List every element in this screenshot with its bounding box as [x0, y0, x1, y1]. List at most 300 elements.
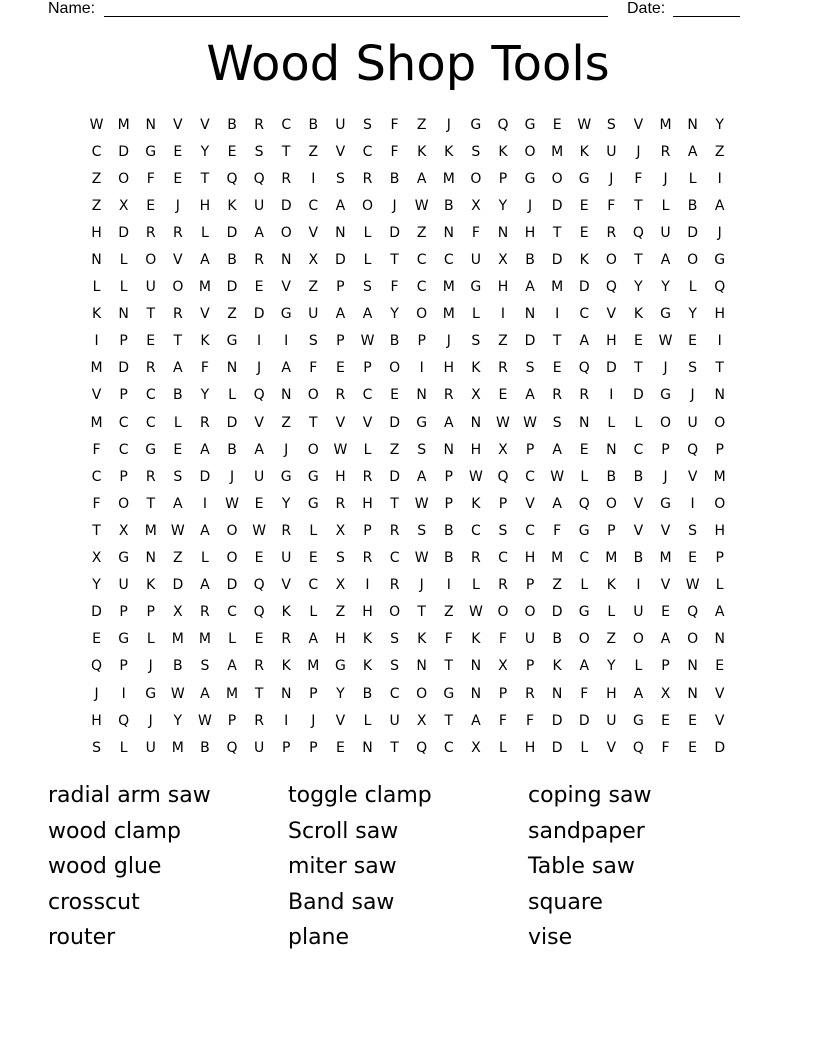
- grid-letter: O: [226, 522, 238, 539]
- grid-letter: K: [471, 631, 481, 648]
- grid-letter: Z: [91, 170, 102, 187]
- grid-letter: L: [688, 170, 697, 187]
- grid-letter: E: [146, 333, 156, 350]
- grid-letter: Y: [498, 197, 508, 214]
- grid-letter: C: [145, 387, 156, 404]
- grid-letter: G: [578, 522, 590, 539]
- grid-letter: P: [119, 387, 128, 404]
- name-line[interactable]: [104, 16, 608, 17]
- puzzle-title: Wood Shop Tools: [206, 36, 610, 92]
- grid-letter: B: [389, 333, 400, 350]
- grid-letter: E: [633, 333, 643, 350]
- grid-letter: R: [498, 577, 508, 594]
- grid-letter: S: [254, 143, 264, 160]
- grid-letter: D: [226, 414, 238, 431]
- grid-letter: E: [688, 550, 698, 567]
- grid-letter: C: [416, 252, 427, 269]
- grid-letter: F: [607, 197, 616, 214]
- grid-letter: Y: [200, 387, 210, 404]
- grid-letter: B: [525, 252, 535, 269]
- grid-letter: P: [444, 468, 453, 485]
- grid-letter: L: [119, 252, 128, 269]
- grid-letter: U: [253, 468, 265, 485]
- word-list-item: vise: [528, 925, 573, 951]
- grid-letter: L: [688, 279, 697, 296]
- word-list-item: plane: [288, 925, 350, 951]
- grid-letter: W: [550, 468, 565, 485]
- grid-letter: M: [442, 306, 455, 323]
- grid-letter: E: [579, 224, 589, 241]
- grid-letter: A: [335, 197, 346, 214]
- grid-letter: I: [636, 577, 641, 594]
- grid-letter: I: [202, 495, 207, 512]
- grid-letter: P: [119, 604, 128, 621]
- grid-letter: A: [200, 577, 210, 594]
- grid-letter: I: [717, 170, 722, 187]
- grid-letter: Q: [632, 224, 644, 241]
- grid-letter: V: [335, 143, 346, 160]
- grid-letter: B: [443, 522, 454, 539]
- grid-letter: E: [92, 631, 101, 648]
- grid-letter: H: [199, 197, 211, 214]
- grid-letter: E: [308, 550, 318, 567]
- word-list-item: toggle clamp: [288, 783, 432, 809]
- grid-letter: M: [659, 550, 672, 567]
- grid-letter: P: [661, 441, 670, 458]
- grid-letter: S: [363, 116, 372, 133]
- grid-letter: F: [553, 522, 562, 539]
- grid-letter: F: [471, 224, 480, 241]
- grid-letter: M: [307, 658, 320, 675]
- grid-letter: R: [552, 387, 562, 404]
- grid-letter: W: [523, 414, 537, 431]
- date-label: Date:: [627, 0, 666, 17]
- grid-letter: K: [281, 604, 291, 621]
- name-label: Name:: [48, 0, 96, 17]
- grid-letter: T: [390, 739, 399, 756]
- grid-letter: P: [525, 577, 535, 594]
- grid-letter: K: [579, 143, 589, 160]
- grid-letter: P: [146, 604, 155, 621]
- grid-letter: V: [633, 495, 644, 512]
- grid-letter: U: [660, 224, 671, 241]
- grid-letter: K: [579, 252, 589, 269]
- date-line[interactable]: [673, 16, 740, 17]
- grid-letter: M: [551, 550, 564, 567]
- grid-letter: K: [498, 143, 508, 160]
- grid-letter: Y: [661, 279, 670, 296]
- grid-letter: P: [498, 170, 508, 187]
- grid-letter: A: [525, 387, 535, 404]
- grid-letter: N: [416, 387, 427, 404]
- grid-letter: N: [280, 252, 292, 269]
- grid-letter: G: [416, 414, 428, 431]
- grid-letter: T: [634, 197, 643, 214]
- grid-letter: I: [500, 306, 506, 323]
- grid-letter: N: [443, 224, 454, 241]
- grid-letter: V: [308, 224, 319, 241]
- grid-letter: Q: [253, 387, 265, 404]
- grid-letter: S: [335, 550, 345, 567]
- grid-letter: P: [119, 468, 128, 485]
- grid-letter: A: [660, 252, 671, 269]
- grid-letter: K: [471, 495, 481, 512]
- grid-letter: W: [170, 522, 185, 539]
- grid-letter: O: [145, 252, 157, 269]
- grid-letter: V: [200, 116, 210, 133]
- grid-letter: F: [661, 739, 670, 756]
- grid-letter: A: [416, 170, 427, 187]
- grid-letter: D: [633, 387, 644, 404]
- grid-letter: N: [687, 685, 698, 702]
- grid-letter: M: [442, 170, 455, 187]
- grid-letter: O: [226, 550, 238, 567]
- grid-letter: O: [361, 197, 373, 214]
- grid-letter: N: [687, 116, 698, 133]
- grid-letter: G: [524, 116, 536, 133]
- grid-letter: X: [173, 604, 183, 621]
- grid-letter: S: [308, 333, 318, 350]
- grid-letter: M: [144, 522, 157, 539]
- grid-letter: U: [606, 143, 617, 160]
- grid-letter: B: [443, 197, 454, 214]
- grid-letter: O: [118, 495, 130, 512]
- grid-letter: A: [687, 143, 698, 160]
- grid-letter: G: [226, 333, 238, 350]
- grid-letter: D: [118, 360, 130, 377]
- grid-letter: J: [717, 224, 722, 241]
- grid-letter: H: [335, 631, 346, 648]
- grid-letter: Q: [687, 441, 699, 458]
- grid-letter: P: [119, 658, 128, 675]
- grid-letter: X: [308, 252, 319, 269]
- grid-letter: A: [471, 712, 481, 729]
- grid-letter: H: [524, 739, 536, 756]
- grid-letter: C: [91, 143, 102, 160]
- grid-letter: V: [91, 387, 102, 404]
- grid-letter: C: [281, 116, 292, 133]
- grid-letter: D: [551, 712, 563, 729]
- grid-letter: T: [552, 224, 562, 241]
- grid-letter: S: [173, 468, 183, 485]
- grid-letter: H: [524, 224, 536, 241]
- grid-letter: Q: [91, 658, 103, 675]
- grid-letter: O: [632, 631, 644, 648]
- grid-letter: W: [225, 495, 239, 512]
- grid-letter: A: [227, 658, 237, 675]
- grid-letter: F: [390, 143, 399, 160]
- grid-letter: J: [175, 197, 180, 214]
- grid-letter: Q: [605, 279, 617, 296]
- grid-letter: O: [280, 224, 292, 241]
- grid-letter: P: [281, 739, 291, 756]
- grid-letter: X: [498, 658, 508, 675]
- grid-letter: F: [200, 360, 209, 377]
- grid-letter: G: [118, 550, 130, 567]
- grid-letter: O: [605, 252, 617, 269]
- grid-letter: Y: [390, 306, 399, 323]
- grid-letter: R: [443, 387, 454, 404]
- grid-letter: F: [526, 712, 535, 729]
- grid-letter: U: [335, 116, 346, 133]
- grid-letter: R: [254, 712, 264, 729]
- grid-letter: O: [416, 685, 428, 702]
- grid-letter: S: [525, 360, 535, 377]
- grid-letter: G: [145, 685, 157, 702]
- grid-letter: U: [687, 414, 698, 431]
- grid-letter: I: [311, 170, 316, 187]
- grid-letter: X: [416, 712, 427, 729]
- grid-letter: M: [442, 279, 455, 296]
- grid-letter: Z: [416, 224, 427, 241]
- grid-letter: R: [254, 658, 264, 675]
- word-list-item: Table saw: [528, 854, 635, 880]
- grid-letter: R: [254, 252, 264, 269]
- grid-letter: I: [690, 495, 695, 512]
- grid-letter: L: [119, 739, 128, 756]
- grid-letter: N: [226, 360, 238, 377]
- grid-letter: H: [443, 360, 455, 377]
- grid-letter: Q: [632, 739, 644, 756]
- grid-letter: N: [606, 441, 617, 458]
- grid-letter: P: [309, 685, 318, 702]
- grid-letter: B: [173, 658, 183, 675]
- grid-letter: R: [389, 577, 400, 594]
- grid-letter: C: [362, 387, 373, 404]
- grid-letter: I: [555, 306, 560, 323]
- grid-letter: J: [229, 468, 235, 485]
- word-list-item: Scroll saw: [288, 818, 399, 844]
- grid-letter: Q: [226, 170, 238, 187]
- grid-letter: L: [228, 387, 236, 404]
- grid-letter: G: [470, 279, 482, 296]
- grid-letter: E: [688, 739, 698, 756]
- grid-letter: N: [145, 550, 156, 567]
- grid-letter: S: [688, 360, 698, 377]
- grid-letter: T: [281, 143, 291, 160]
- grid-letter: A: [254, 441, 264, 458]
- word-list-item: radial arm saw: [48, 783, 211, 809]
- grid-letter: N: [362, 739, 373, 756]
- grid-letter: H: [714, 306, 725, 323]
- grid-letter: F: [498, 631, 507, 648]
- grid-letter: F: [498, 712, 507, 729]
- grid-letter: C: [470, 522, 481, 539]
- grid-letter: X: [471, 197, 481, 214]
- grid-letter: D: [226, 577, 238, 594]
- grid-letter: Y: [173, 712, 183, 729]
- grid-letter: A: [443, 414, 454, 431]
- grid-letter: C: [118, 414, 129, 431]
- grid-letter: A: [714, 197, 725, 214]
- grid-letter: L: [607, 414, 616, 431]
- grid-letter: A: [173, 360, 183, 377]
- grid-letter: R: [281, 170, 292, 187]
- grid-letter: C: [91, 468, 102, 485]
- grid-letter: K: [633, 306, 644, 323]
- grid-letter: H: [335, 468, 346, 485]
- grid-letter: O: [687, 252, 699, 269]
- grid-letter: T: [146, 306, 156, 323]
- grid-letter: D: [91, 604, 102, 621]
- grid-letter: X: [118, 197, 129, 214]
- grid-letter: V: [362, 414, 373, 431]
- grid-letter: B: [200, 739, 210, 756]
- grid-letter: N: [443, 441, 454, 458]
- grid-letter: X: [498, 252, 508, 269]
- grid-letter: C: [498, 550, 508, 567]
- grid-letter: U: [145, 279, 156, 296]
- grid-letter: Y: [715, 116, 724, 133]
- grid-letter: N: [118, 306, 129, 323]
- grid-letter: E: [579, 197, 589, 214]
- grid-letter: T: [92, 522, 101, 539]
- grid-letter: W: [658, 333, 673, 350]
- grid-letter: A: [416, 468, 427, 485]
- grid-letter: S: [417, 522, 427, 539]
- grid-letter: P: [715, 441, 724, 458]
- grid-letter: P: [336, 333, 345, 350]
- grid-letter: J: [663, 170, 668, 187]
- grid-letter: B: [606, 468, 617, 485]
- grid-letter: R: [660, 143, 671, 160]
- grid-letter: U: [145, 739, 156, 756]
- grid-letter: L: [471, 577, 480, 594]
- grid-letter: G: [307, 495, 319, 512]
- grid-letter: C: [579, 550, 590, 567]
- grid-letter: D: [578, 279, 590, 296]
- grid-letter: C: [118, 441, 129, 458]
- grid-letter: Y: [607, 658, 616, 675]
- grid-letter: A: [281, 360, 291, 377]
- grid-letter: T: [173, 333, 183, 350]
- grid-letter: M: [551, 279, 564, 296]
- grid-letter: W: [414, 550, 429, 567]
- grid-letter: V: [173, 116, 183, 133]
- grid-letter: B: [552, 631, 562, 648]
- grid-letter: K: [91, 306, 102, 323]
- grid-letter: A: [200, 252, 210, 269]
- grid-letter: Q: [578, 495, 590, 512]
- grid-letter: V: [606, 306, 617, 323]
- grid-letter: W: [685, 577, 700, 594]
- grid-letter: N: [91, 252, 102, 269]
- grid-letter: N: [551, 685, 563, 702]
- grid-letter: T: [715, 360, 724, 377]
- grid-letter: T: [552, 333, 562, 350]
- grid-letter: R: [254, 116, 264, 133]
- grid-letter: M: [198, 631, 211, 648]
- grid-letter: R: [362, 468, 373, 485]
- grid-letter: E: [688, 712, 698, 729]
- grid-letter: C: [389, 685, 400, 702]
- grid-letter: H: [362, 495, 373, 512]
- grid-letter: A: [579, 333, 590, 350]
- grid-letter: N: [145, 116, 156, 133]
- grid-letter: Z: [606, 631, 617, 648]
- grid-letter: L: [309, 604, 318, 621]
- grid-letter: N: [497, 224, 509, 241]
- grid-letter: V: [281, 279, 291, 296]
- grid-letter: D: [280, 197, 292, 214]
- grid-letter: C: [389, 550, 400, 567]
- grid-letter: P: [227, 712, 237, 729]
- grid-letter: I: [717, 333, 722, 350]
- grid-letter: H: [91, 712, 102, 729]
- grid-letter: T: [390, 252, 399, 269]
- grid-letter: T: [444, 658, 454, 675]
- grid-letter: P: [498, 495, 508, 512]
- grid-letter: L: [661, 197, 670, 214]
- word-list-item: coping saw: [528, 783, 652, 809]
- grid-letter: D: [172, 577, 184, 594]
- grid-letter: J: [609, 170, 614, 187]
- grid-letter: B: [443, 550, 454, 567]
- grid-letter: E: [715, 658, 725, 675]
- grid-letter: O: [714, 495, 726, 512]
- grid-letter: P: [661, 658, 670, 675]
- grid-letter: A: [308, 631, 319, 648]
- grid-letter: D: [226, 279, 238, 296]
- grid-letter: X: [471, 387, 481, 404]
- grid-letter: W: [89, 116, 104, 133]
- grid-letter: L: [580, 739, 589, 756]
- header: [48, 0, 740, 20]
- grid-letter: U: [470, 252, 481, 269]
- grid-letter: U: [606, 712, 617, 729]
- grid-letter: K: [417, 143, 427, 160]
- grid-letter: R: [281, 631, 292, 648]
- grid-letter: J: [446, 333, 451, 350]
- grid-letter: P: [363, 522, 372, 539]
- grid-letter: L: [580, 468, 589, 485]
- grid-letter: D: [714, 739, 726, 756]
- grid-letter: G: [470, 116, 482, 133]
- grid-letter: K: [227, 197, 237, 214]
- grid-letter: G: [280, 468, 292, 485]
- grid-letter: N: [470, 658, 482, 675]
- grid-letter: I: [609, 387, 614, 404]
- grid-letter: F: [309, 360, 318, 377]
- grid-letter: L: [634, 658, 643, 675]
- grid-letter: R: [172, 224, 183, 241]
- grid-letter: M: [551, 143, 564, 160]
- grid-letter: D: [551, 252, 563, 269]
- word-list-item: sandpaper: [528, 818, 645, 844]
- grid-letter: R: [335, 495, 346, 512]
- grid-letter: W: [170, 685, 185, 702]
- grid-letter: O: [172, 279, 184, 296]
- grid-letter: M: [90, 360, 103, 377]
- grid-letter: P: [525, 658, 535, 675]
- grid-letter: I: [121, 685, 126, 702]
- grid-letter: C: [145, 414, 156, 431]
- grid-letter: V: [281, 577, 291, 594]
- grid-letter: M: [659, 116, 672, 133]
- word-list-item: Band saw: [288, 889, 395, 915]
- grid-letter: U: [524, 631, 536, 648]
- grid-letter: E: [254, 550, 264, 567]
- grid-letter: V: [633, 522, 644, 539]
- grid-letter: R: [362, 550, 373, 567]
- grid-letter: E: [498, 387, 508, 404]
- grid-letter: P: [525, 441, 535, 458]
- grid-letter: Q: [253, 604, 265, 621]
- grid-letter: C: [633, 441, 644, 458]
- grid-letter: R: [145, 360, 156, 377]
- grid-letter: H: [714, 522, 725, 539]
- grid-letter: U: [633, 604, 644, 621]
